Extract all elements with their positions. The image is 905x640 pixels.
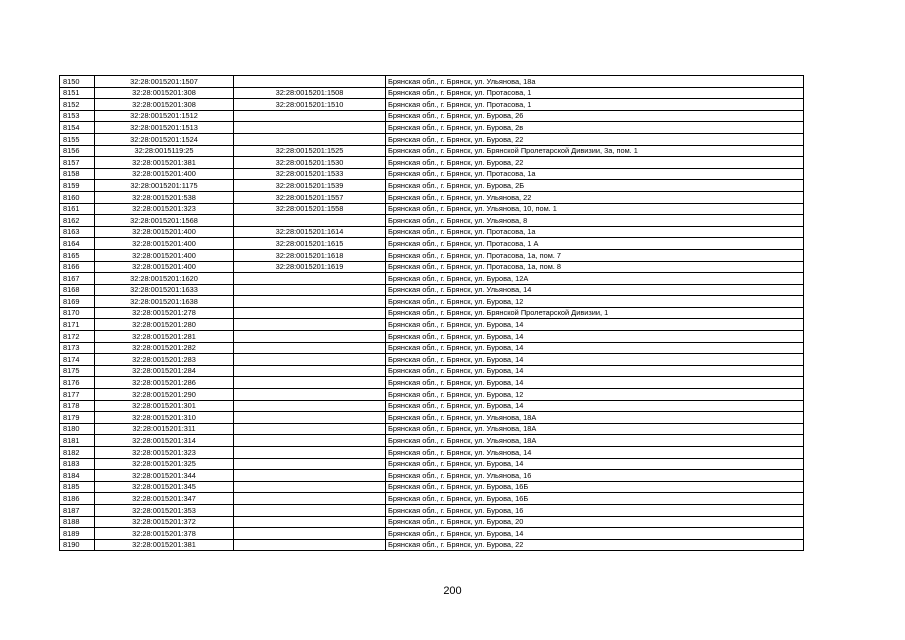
row-number-cell: 8155 [60, 133, 95, 145]
row-number-cell: 8162 [60, 215, 95, 227]
linked-cadastral-number-cell: 32:28:0015201:1557 [234, 191, 386, 203]
row-number-cell: 8164 [60, 238, 95, 250]
table-row [60, 133, 804, 145]
row-number-cell: 8160 [60, 191, 95, 203]
cadastral-number-cell: 32:28:0015201:1638 [95, 296, 234, 308]
row-number-cell: 8151 [60, 87, 95, 99]
address-cell: Брянская обл., г. Брянск, ул. Ульянова, 14 [386, 284, 804, 296]
address-cell: Брянская обл., г. Брянск, ул. Бурова, 16 [386, 504, 804, 516]
linked-cadastral-number-cell: 32:28:0015201:1510 [234, 99, 386, 111]
table-row [60, 284, 804, 296]
linked-cadastral-number-cell [234, 342, 386, 354]
page-number: 200 [443, 585, 462, 597]
row-number-cell: 8161 [60, 203, 95, 215]
linked-cadastral-number-cell [234, 412, 386, 424]
linked-cadastral-number-cell [234, 273, 386, 285]
address-cell: Брянская обл., г. Брянск, ул. Бурова, 16Б [386, 481, 804, 493]
row-number-cell: 8168 [60, 284, 95, 296]
cadastral-number-cell: 32:28:0015201:311 [95, 423, 234, 435]
cadastral-number-cell: 32:28:0015201:290 [95, 389, 234, 401]
linked-cadastral-number-cell [234, 528, 386, 540]
table-row [60, 110, 804, 122]
cadastral-number-cell: 32:28:0015201:400 [95, 249, 234, 261]
table-row [60, 342, 804, 354]
cadastral-number-cell: 32:28:0015201:1620 [95, 273, 234, 285]
table-row [60, 435, 804, 447]
row-number-cell: 8154 [60, 122, 95, 134]
linked-cadastral-number-cell [234, 133, 386, 145]
table-row [60, 319, 804, 331]
row-number-cell: 8169 [60, 296, 95, 308]
address-cell: Брянская обл., г. Брянск, ул. Брянской Пролетарской Дивизии, 3а, пом. 1 [386, 145, 804, 157]
row-number-cell: 8156 [60, 145, 95, 157]
row-number-cell: 8184 [60, 470, 95, 482]
address-cell: Брянская обл., г. Брянск, ул. Протасова, 1 А [386, 238, 804, 250]
row-number-cell: 8177 [60, 389, 95, 401]
cadastral-number-cell: 32:28:0015201:314 [95, 435, 234, 447]
row-number-cell: 8165 [60, 249, 95, 261]
cadastral-number-cell: 32:28:0015201:1633 [95, 284, 234, 296]
cadastral-number-cell: 32:28:0015201:323 [95, 203, 234, 215]
table-row [60, 226, 804, 238]
address-cell: Брянская обл., г. Брянск, ул. Ульянова, 10, пом. 1 [386, 203, 804, 215]
address-cell: Брянская обл., г. Брянск, ул. Брянской Пролетарской Дивизии, 1 [386, 307, 804, 319]
linked-cadastral-number-cell [234, 319, 386, 331]
table-row [60, 203, 804, 215]
row-number-cell: 8153 [60, 110, 95, 122]
cadastral-number-cell: 32:28:0015201:381 [95, 157, 234, 169]
address-cell: Брянская обл., г. Брянск, ул. Ульянова, 18А [386, 412, 804, 424]
address-cell: Брянская обл., г. Брянск, ул. Бурова, 20 [386, 516, 804, 528]
address-cell: Брянская обл., г. Брянск, ул. Бурова, 14 [386, 365, 804, 377]
cadastral-number-cell: 32:28:0015201:345 [95, 481, 234, 493]
cadastral-number-cell: 32:28:0015201:538 [95, 191, 234, 203]
linked-cadastral-number-cell [234, 481, 386, 493]
cadastral-number-cell: 32:28:0015201:1507 [95, 76, 234, 88]
linked-cadastral-number-cell [234, 110, 386, 122]
linked-cadastral-number-cell [234, 539, 386, 551]
table-row [60, 168, 804, 180]
row-number-cell: 8178 [60, 400, 95, 412]
linked-cadastral-number-cell: 32:28:0015201:1614 [234, 226, 386, 238]
linked-cadastral-number-cell [234, 215, 386, 227]
cadastral-number-cell: 32:28:0015201:400 [95, 261, 234, 273]
row-number-cell: 8152 [60, 99, 95, 111]
cadastral-number-cell: 32:28:0015201:325 [95, 458, 234, 470]
address-cell: Брянская обл., г. Брянск, ул. Бурова, 12 [386, 389, 804, 401]
table-row [60, 354, 804, 366]
row-number-cell: 8173 [60, 342, 95, 354]
linked-cadastral-number-cell [234, 389, 386, 401]
linked-cadastral-number-cell: 32:28:0015201:1558 [234, 203, 386, 215]
cadastral-number-cell: 32:28:0015201:1513 [95, 122, 234, 134]
cadastral-number-cell: 32:28:0015201:347 [95, 493, 234, 505]
table-row [60, 516, 804, 528]
cadastral-number-cell: 32:28:0015201:1568 [95, 215, 234, 227]
linked-cadastral-number-cell [234, 284, 386, 296]
address-cell: Брянская обл., г. Брянск, ул. Бурова, 2в [386, 122, 804, 134]
table-row [60, 470, 804, 482]
linked-cadastral-number-cell [234, 296, 386, 308]
linked-cadastral-number-cell [234, 354, 386, 366]
address-cell: Брянская обл., г. Брянск, ул. Протасова, 1а, пом. 7 [386, 249, 804, 261]
address-cell: Брянская обл., г. Брянск, ул. Бурова, 22 [386, 539, 804, 551]
linked-cadastral-number-cell [234, 435, 386, 447]
address-cell: Брянская обл., г. Брянск, ул. Ульянова, 18а [386, 76, 804, 88]
cadastral-number-cell: 32:28:0015201:400 [95, 226, 234, 238]
address-cell: Брянская обл., г. Брянск, ул. Протасова, 1а, пом. 8 [386, 261, 804, 273]
linked-cadastral-number-cell: 32:28:0015201:1525 [234, 145, 386, 157]
linked-cadastral-number-cell: 32:28:0015201:1619 [234, 261, 386, 273]
registry-table [59, 75, 804, 551]
cadastral-number-cell: 32:28:0015201:280 [95, 319, 234, 331]
table-row [60, 122, 804, 134]
address-cell: Брянская обл., г. Брянск, ул. Протасова, 1а [386, 168, 804, 180]
linked-cadastral-number-cell [234, 377, 386, 389]
table-row [60, 377, 804, 389]
address-cell: Брянская обл., г. Брянск, ул. Бурова, 14 [386, 342, 804, 354]
cadastral-number-cell: 32:28:0015201:281 [95, 331, 234, 343]
linked-cadastral-number-cell [234, 493, 386, 505]
linked-cadastral-number-cell: 32:28:0015201:1533 [234, 168, 386, 180]
cadastral-number-cell: 32:28:0015119:25 [95, 145, 234, 157]
table-row [60, 307, 804, 319]
table-row [60, 238, 804, 250]
cadastral-number-cell: 32:28:0015201:400 [95, 238, 234, 250]
address-cell: Брянская обл., г. Брянск, ул. Бурова, 22 [386, 157, 804, 169]
table-row [60, 400, 804, 412]
address-cell: Брянская обл., г. Брянск, ул. Бурова, 2Б [386, 180, 804, 192]
row-number-cell: 8157 [60, 157, 95, 169]
cadastral-number-cell: 32:28:0015201:344 [95, 470, 234, 482]
table-row [60, 528, 804, 540]
row-number-cell: 8182 [60, 447, 95, 459]
table-row [60, 273, 804, 285]
cadastral-number-cell: 32:28:0015201:278 [95, 307, 234, 319]
cadastral-number-cell: 32:28:0015201:286 [95, 377, 234, 389]
table-row [60, 215, 804, 227]
row-number-cell: 8186 [60, 493, 95, 505]
row-number-cell: 8167 [60, 273, 95, 285]
cadastral-number-cell: 32:28:0015201:1524 [95, 133, 234, 145]
address-cell: Брянская обл., г. Брянск, ул. Бурова, 14 [386, 458, 804, 470]
row-number-cell: 8163 [60, 226, 95, 238]
cadastral-number-cell: 32:28:0015201:378 [95, 528, 234, 540]
cadastral-number-cell: 32:28:0015201:353 [95, 504, 234, 516]
row-number-cell: 8174 [60, 354, 95, 366]
linked-cadastral-number-cell: 32:28:0015201:1539 [234, 180, 386, 192]
row-number-cell: 8185 [60, 481, 95, 493]
cadastral-number-cell: 32:28:0015201:372 [95, 516, 234, 528]
table-row [60, 87, 804, 99]
cadastral-number-cell: 32:28:0015201:282 [95, 342, 234, 354]
row-number-cell: 8159 [60, 180, 95, 192]
address-cell: Брянская обл., г. Брянск, ул. Ульянова, 8 [386, 215, 804, 227]
linked-cadastral-number-cell [234, 504, 386, 516]
address-cell: Брянская обл., г. Брянск, ул. Бурова, 22 [386, 133, 804, 145]
linked-cadastral-number-cell [234, 365, 386, 377]
registry-table-body [60, 76, 804, 551]
linked-cadastral-number-cell [234, 516, 386, 528]
table-row [60, 458, 804, 470]
address-cell: Брянская обл., г. Брянск, ул. Бурова, 16Б [386, 493, 804, 505]
linked-cadastral-number-cell [234, 458, 386, 470]
address-cell: Брянская обл., г. Брянск, ул. Протасова, 1 [386, 99, 804, 111]
table-row [60, 296, 804, 308]
table-row [60, 76, 804, 88]
row-number-cell: 8183 [60, 458, 95, 470]
cadastral-number-cell: 32:28:0015201:1512 [95, 110, 234, 122]
cadastral-number-cell: 32:28:0015201:1175 [95, 180, 234, 192]
table-row [60, 180, 804, 192]
linked-cadastral-number-cell: 32:28:0015201:1615 [234, 238, 386, 250]
table-row [60, 493, 804, 505]
address-cell: Брянская обл., г. Брянск, ул. Бурова, 14 [386, 319, 804, 331]
row-number-cell: 8170 [60, 307, 95, 319]
address-cell: Брянская обл., г. Брянск, ул. Ульянова, 16 [386, 470, 804, 482]
row-number-cell: 8187 [60, 504, 95, 516]
table-row [60, 389, 804, 401]
cadastral-number-cell: 32:28:0015201:308 [95, 87, 234, 99]
linked-cadastral-number-cell [234, 400, 386, 412]
row-number-cell: 8166 [60, 261, 95, 273]
linked-cadastral-number-cell: 32:28:0015201:1618 [234, 249, 386, 261]
cadastral-number-cell: 32:28:0015201:308 [95, 99, 234, 111]
address-cell: Брянская обл., г. Брянск, ул. Бурова, 12А [386, 273, 804, 285]
row-number-cell: 8176 [60, 377, 95, 389]
table-row [60, 412, 804, 424]
table-row [60, 145, 804, 157]
linked-cadastral-number-cell [234, 76, 386, 88]
address-cell: Брянская обл., г. Брянск, ул. Ульянова, 18А [386, 435, 804, 447]
address-cell: Брянская обл., г. Брянск, ул. Протасова, 1 [386, 87, 804, 99]
row-number-cell: 8172 [60, 331, 95, 343]
cadastral-number-cell: 32:28:0015201:301 [95, 400, 234, 412]
address-cell: Брянская обл., г. Брянск, ул. Бурова, 12 [386, 296, 804, 308]
row-number-cell: 8179 [60, 412, 95, 424]
cadastral-number-cell: 32:28:0015201:381 [95, 539, 234, 551]
linked-cadastral-number-cell [234, 470, 386, 482]
address-cell: Брянская обл., г. Брянск, ул. Ульянова, 22 [386, 191, 804, 203]
address-cell: Брянская обл., г. Брянск, ул. Бурова, 14 [386, 377, 804, 389]
table-row [60, 331, 804, 343]
row-number-cell: 8150 [60, 76, 95, 88]
address-cell: Брянская обл., г. Брянск, ул. Бурова, 14 [386, 331, 804, 343]
linked-cadastral-number-cell [234, 447, 386, 459]
linked-cadastral-number-cell [234, 423, 386, 435]
table-row [60, 191, 804, 203]
row-number-cell: 8180 [60, 423, 95, 435]
row-number-cell: 8158 [60, 168, 95, 180]
address-cell: Брянская обл., г. Брянск, ул. Бурова, 14 [386, 354, 804, 366]
linked-cadastral-number-cell [234, 307, 386, 319]
table-row [60, 261, 804, 273]
address-cell: Брянская обл., г. Брянск, ул. Ульянова, 18А [386, 423, 804, 435]
cadastral-number-cell: 32:28:0015201:284 [95, 365, 234, 377]
table-row [60, 99, 804, 111]
row-number-cell: 8171 [60, 319, 95, 331]
row-number-cell: 8190 [60, 539, 95, 551]
row-number-cell: 8188 [60, 516, 95, 528]
linked-cadastral-number-cell: 32:28:0015201:1508 [234, 87, 386, 99]
address-cell: Брянская обл., г. Брянск, ул. Протасова, 1а [386, 226, 804, 238]
linked-cadastral-number-cell: 32:28:0015201:1530 [234, 157, 386, 169]
table-row [60, 365, 804, 377]
address-cell: Брянская обл., г. Брянск, ул. Бурова, 14 [386, 528, 804, 540]
table-row [60, 481, 804, 493]
address-cell: Брянская обл., г. Брянск, ул. Бурова, 14 [386, 400, 804, 412]
table-row [60, 447, 804, 459]
table-row [60, 423, 804, 435]
row-number-cell: 8175 [60, 365, 95, 377]
cadastral-number-cell: 32:28:0015201:283 [95, 354, 234, 366]
row-number-cell: 8189 [60, 528, 95, 540]
cadastral-number-cell: 32:28:0015201:400 [95, 168, 234, 180]
table-row [60, 249, 804, 261]
linked-cadastral-number-cell [234, 331, 386, 343]
row-number-cell: 8181 [60, 435, 95, 447]
linked-cadastral-number-cell [234, 122, 386, 134]
address-cell: Брянская обл., г. Брянск, ул. Ульянова, 14 [386, 447, 804, 459]
cadastral-number-cell: 32:28:0015201:310 [95, 412, 234, 424]
table-row [60, 539, 804, 551]
table-row [60, 157, 804, 169]
address-cell: Брянская обл., г. Брянск, ул. Бурова, 26 [386, 110, 804, 122]
cadastral-number-cell: 32:28:0015201:323 [95, 447, 234, 459]
table-row [60, 504, 804, 516]
